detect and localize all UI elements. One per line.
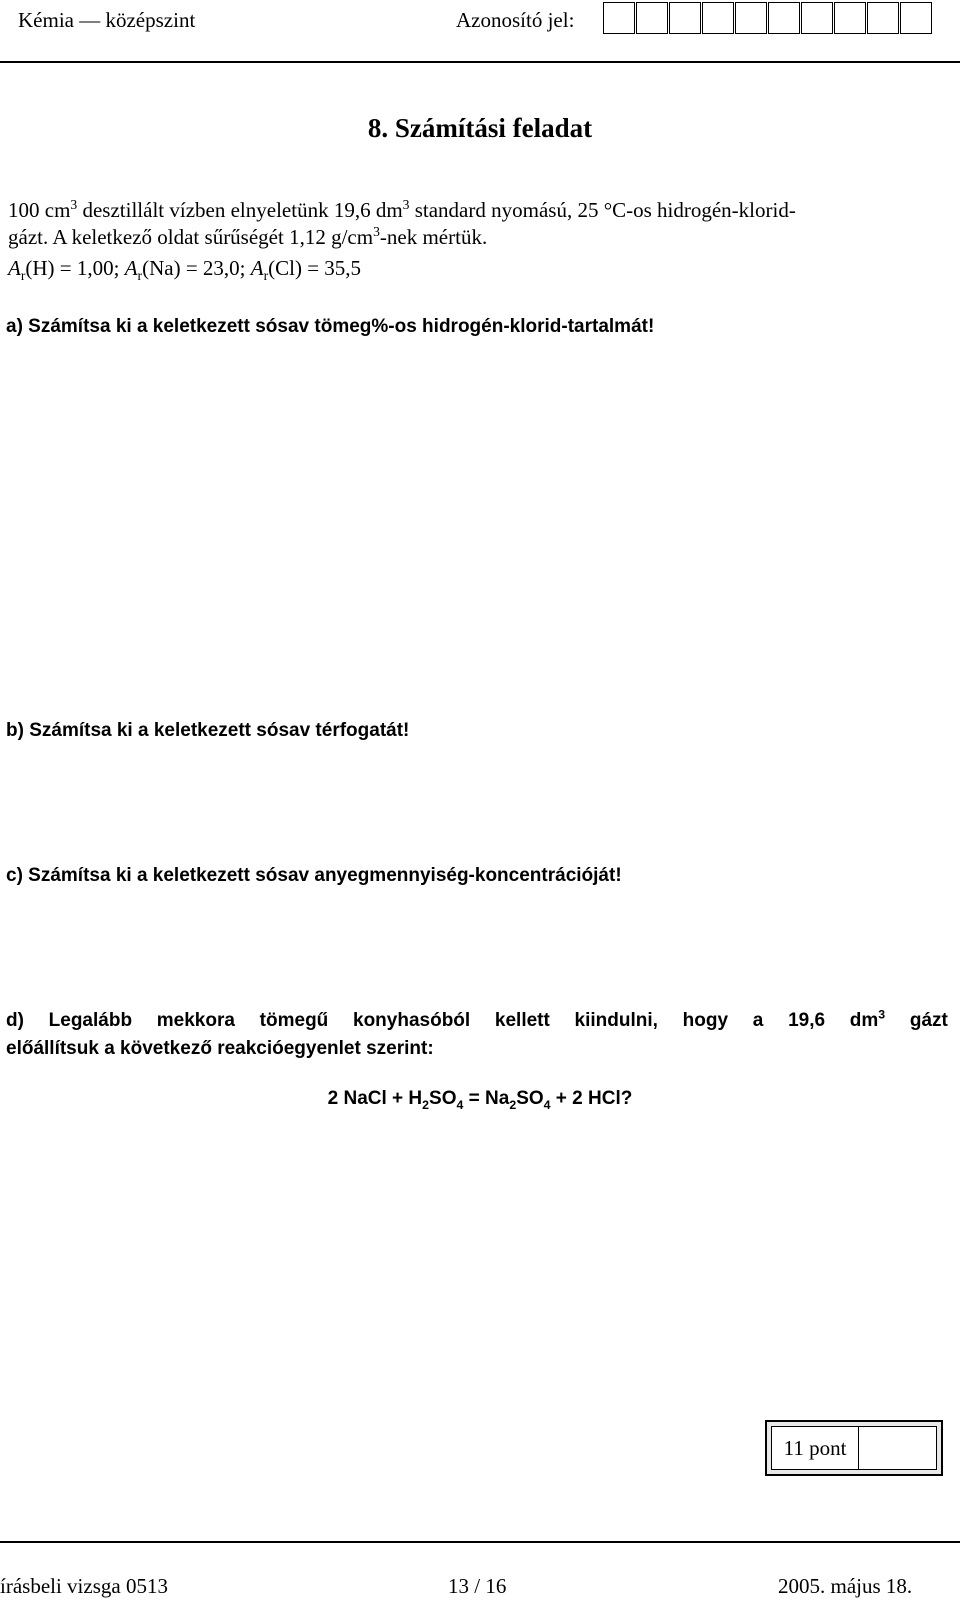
- ar-symbol: A: [250, 256, 264, 280]
- score-box: [765, 1420, 943, 1476]
- footer-page: 13 / 16: [448, 1574, 507, 1598]
- question-d-word: kiindulni,: [574, 1010, 658, 1031]
- header-rule: [0, 61, 960, 63]
- subscript: 2: [509, 1097, 517, 1112]
- subscript: 4: [456, 1097, 464, 1112]
- ar-h: (H) = 1,00;: [25, 256, 125, 280]
- question-d-word: konyhasóból: [353, 1010, 471, 1031]
- question-d-word: hogy: [682, 1010, 729, 1031]
- subscript: 4: [543, 1097, 551, 1112]
- intro-line-1: [8, 197, 948, 224]
- question-d-word: kellett: [494, 1010, 550, 1031]
- question-d-word: tömegű: [259, 1010, 329, 1031]
- id-digit-box[interactable]: [636, 2, 668, 34]
- footer-date: 2005. május 18.: [778, 1574, 913, 1598]
- intro-text: standard nyomású, 25 °C-os hidrogén-klorid-: [409, 198, 796, 222]
- question-a: a) Számítsa ki a keletkezett sósav tömeg%-os hidrogén-klorid-tartalmát!: [6, 316, 655, 337]
- question-d-unit: [849, 1007, 886, 1032]
- superscript: 3: [70, 197, 78, 212]
- question-d-word: mekkora: [156, 1010, 235, 1031]
- ar-cl: (Cl) = 35,5: [268, 256, 362, 280]
- question-d-line-2: előállítsuk a következő reakcióegyenlet szerint:: [6, 1038, 434, 1059]
- id-digit-box[interactable]: [834, 2, 866, 34]
- subscript: r: [20, 268, 26, 284]
- subscript: 2: [422, 1097, 430, 1112]
- question-d-word: gázt: [909, 1010, 948, 1031]
- question-d-word: Legalább: [48, 1010, 133, 1031]
- intro-line-2: [8, 224, 948, 251]
- id-digit-box[interactable]: [603, 2, 635, 34]
- id-digit-box[interactable]: [702, 2, 734, 34]
- subscript: r: [137, 268, 143, 284]
- ar-symbol: A: [8, 256, 21, 280]
- id-digit-box[interactable]: [801, 2, 833, 34]
- ar-na: (Na) = 23,0;: [142, 256, 251, 280]
- question-d-word: d): [6, 1010, 24, 1031]
- question-d-word: a: [752, 1010, 764, 1031]
- superscript: 3: [402, 197, 410, 212]
- question-d-word: 19,6: [788, 1010, 826, 1031]
- question-c: c) Számítsa ki a keletkezett sósav anyegmennyiség-koncentrációját!: [6, 865, 622, 886]
- unit-text: dm: [849, 1010, 879, 1031]
- eq-part: 2 NaCl + H: [327, 1088, 423, 1109]
- intro-text: gázt. A keletkező oldat sűrűségét 1,12 g/cm: [8, 225, 374, 249]
- footer-exam: írásbeli vizsga 0513: [0, 1574, 168, 1598]
- question-b: b) Számítsa ki a keletkezett sósav térfogatát!: [6, 720, 410, 741]
- id-label: Azonosító jel:: [456, 8, 575, 32]
- subscript: r: [263, 268, 269, 284]
- ar-symbol: A: [124, 256, 138, 280]
- footer-rule: [0, 1541, 960, 1543]
- id-digit-box[interactable]: [735, 2, 767, 34]
- score-field[interactable]: [859, 1426, 937, 1470]
- atomic-masses: [8, 255, 948, 282]
- score-label: 11 pont: [771, 1426, 859, 1470]
- superscript: 3: [878, 1007, 886, 1022]
- task-title: 8. Számítási feladat: [367, 113, 593, 143]
- intro-text: -nek mértük.: [379, 225, 488, 249]
- superscript: 3: [373, 224, 380, 239]
- reaction-equation: [0, 1088, 960, 1110]
- header-subject: Kémia — középszint: [18, 8, 196, 32]
- eq-part: SO: [429, 1088, 457, 1109]
- id-digit-box[interactable]: [867, 2, 899, 34]
- id-digit-box[interactable]: [900, 2, 932, 34]
- question-d-line-1: [6, 1007, 948, 1032]
- intro-text: 100 cm: [8, 198, 71, 222]
- eq-part: = Na: [463, 1088, 510, 1109]
- eq-part: SO: [516, 1088, 544, 1109]
- id-digit-box[interactable]: [669, 2, 701, 34]
- intro-text: desztillált vízben elnyeletünk 19,6 dm: [77, 198, 403, 222]
- id-digit-box[interactable]: [768, 2, 800, 34]
- eq-part: + 2 HCl?: [550, 1088, 633, 1109]
